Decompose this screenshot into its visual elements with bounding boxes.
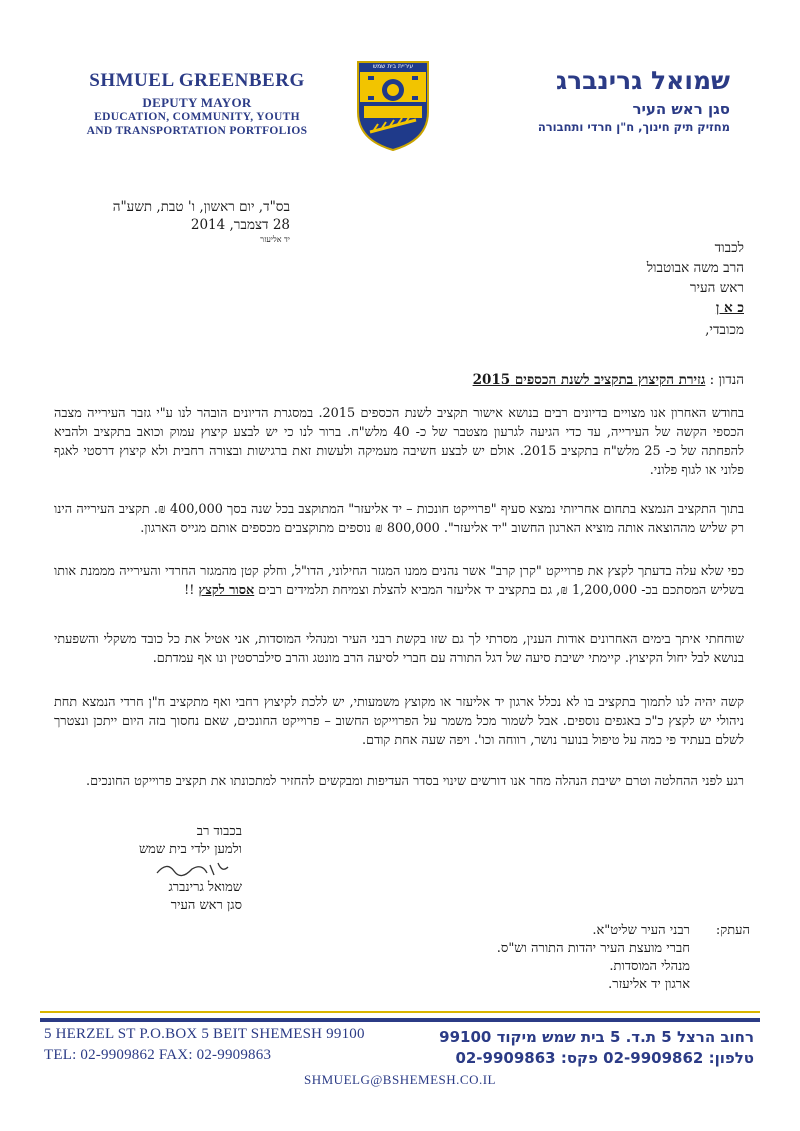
hebrew-portfolio: מחזיק תיק חינוך, ח"ן חרדי ותחבורה bbox=[537, 120, 730, 134]
date-block bbox=[30, 198, 290, 246]
addressee-block bbox=[444, 238, 744, 318]
english-name: SHMUEL GREENBERG bbox=[89, 70, 305, 91]
cc-item: רבני העיר שליט"א. bbox=[592, 923, 690, 938]
reference-initials: יד אליעזר bbox=[260, 235, 290, 244]
addressee-name: הרב משה אבוטבול bbox=[646, 260, 744, 276]
cc-list bbox=[390, 922, 690, 994]
closing-regards: בכבוד רב bbox=[196, 824, 242, 839]
cc-item: ארגון יד אליעזר. bbox=[608, 977, 690, 992]
greeting: מכובדי, bbox=[705, 322, 744, 338]
footer-email: SHMUELG@BSHEMESH.CO.IL bbox=[304, 1072, 496, 1087]
paragraph-5: קשה יהיה לנו לתמוך בתקציב בו לא נכלל ארגון יד אליעזר או מקוצץ משמעותי, יש ללכת לקיצוץ רחבי ואף מתקציב ח"ן חרדי הנמצא תחת ניהולי יש לקצץ כ"כ באגפים נוספים. אבל לשמור מכל משמר על הפרוייקט החשוב – פרוייקט החונכים, שאם נחסוך בזה היום ייתכן ונצטרך לשלם בעתיד פי כמה על טיפול בנוער נושר, רווחה וכו'. ויפה שעה אחת קודם. bbox=[54, 695, 744, 748]
cc-label: העתק: bbox=[715, 923, 750, 938]
closing-dedication: ולמען ילדי בית שמש bbox=[138, 842, 242, 857]
footer-hebrew-phone: טלפון: 02-9909862 פקס: 02-9909863 bbox=[455, 1049, 754, 1067]
footer-english-address: 5 HERZEL ST P.O.BOX 5 BEIT SHEMESH 99100 bbox=[44, 1026, 365, 1042]
addressee-title: ראש העיר bbox=[689, 280, 744, 296]
paragraph-6: רגע לפני ההחלטה וטרם ישיבת הנהלה מחר אנו דורשים שינוי בסדר העדיפות ומבקשים להחזיר למתכונתו את תקציב פרוייקט החונכים. bbox=[86, 774, 744, 789]
paragraph-1: בחודש האחרון אנו מצויים בדיונים רבים בנושא אישור תקציב לשנת הכספים 2015. במסגרת הדיונים הובהר לנו ע"י גזבר העירייה מצבה הכספי הקשה של העירייה, עד כדי הגיעה לגרעון מצטבר של כ- 40 מלש"ח. ברור לנו כי יש לבצע קיצוץ עמוק וכואב בתקציב ולהביא להפחתה של כ- 25 מלש"ח בתקציב 2015. אולם יש לבצע חשיבה מעמיקה ולעשות זאת ברגישות ובצורה רחבית ולא קיצוץ דרסטי לאגף פלוני או לגוף פלוני. bbox=[54, 406, 745, 478]
hebrew-date: בס"ד, יום ראשון, ו' טבת, תשע"ה bbox=[112, 199, 290, 215]
footer-hebrew-address: רחוב הרצל 5 ת.ד. 5 בית שמש מיקוד 99100 bbox=[439, 1028, 754, 1046]
signer-name: שמואל גרינברג bbox=[168, 880, 242, 895]
gregorian-date: 28 דצמבר, 2014 bbox=[190, 217, 290, 233]
paragraph-3 bbox=[54, 562, 744, 600]
crest-caption: עיריית בית שמש bbox=[372, 63, 414, 70]
handwritten-signature bbox=[152, 859, 232, 879]
signature-block bbox=[12, 823, 242, 915]
footer-rule bbox=[40, 1018, 760, 1022]
cc-item: חברי מועצת העיר יהדות התורה וש"ס. bbox=[496, 941, 690, 956]
hebrew-name: שמואל גרינברג bbox=[555, 66, 730, 95]
footer-accent-rule bbox=[40, 1011, 760, 1013]
subject-text: גזירת הקיצוץ בתקציב לשנת הכספים 2015 bbox=[472, 372, 706, 388]
paragraph-2: בתוך התקציב הנמצא בתחום אחריותי נמצא סעיף "פרוייקט חונכות – יד אליעזר" המתוקצב בכל שנה בסך 400,000 ₪. תקציב העירייה הינו רק שליש מההוצאה אותה מוציא הארגון החשוב "יד אליעזר". 800,000 ₪ נוספים מתוקצבים מכספים אותם מגייס הארגון. bbox=[54, 502, 745, 536]
addressee-salutation: לכבוד bbox=[714, 240, 744, 256]
english-title: DEPUTY MAYOR bbox=[142, 95, 252, 110]
paragraph-3-emphasis: אסור לקצץ bbox=[198, 583, 255, 598]
signer-title: סגן ראש העיר bbox=[170, 898, 242, 913]
cc-item: מנהלי המוסדות. bbox=[609, 959, 690, 974]
paragraph-3-end: !! bbox=[184, 583, 195, 598]
addressee-location: כ א ן bbox=[715, 300, 744, 316]
english-portfolio-line1: EDUCATION, COMMUNITY, YOUTH bbox=[94, 111, 300, 123]
paragraph-4: שוחחתי איתך בימים האחרונים אודות הענין, מסרתי לך גם שזו בקשת רבני העיר ומנהלי המוסדות, אני אטיל את כל כובד משקלי והשפעתי בנושא לבל יחול הקיצוץ. קיימתי ישיבת סיעה של דגל התורה עם חברי לסיעה הרב מונטג והרב סילברסטין ונו אף עמדתם. bbox=[54, 632, 744, 666]
english-portfolio-line2: AND TRANSPORTATION PORTFOLIOS bbox=[86, 125, 308, 137]
footer-english-phone: TEL: 02-9909862 FAX: 02-9909863 bbox=[44, 1047, 272, 1063]
subject-line bbox=[54, 372, 744, 388]
paragraph-3-start: כפי שלא עלה בדעתך לקצץ את פרוייקט "קרן קרב" אשר נהנים ממנו המגזר החילוני, הדו"ל, וחלק קטן מהמגזר החרדי והעירייה מממנת אותו בשליש המסתכם בכ- 1,200,000 ₪, גם בתקציב יד אליעזר המביא להצלת וצמיחת תלמידים רבים bbox=[54, 564, 744, 598]
hebrew-title: סגן ראש העיר bbox=[632, 100, 730, 118]
subject-label: הנדון : bbox=[709, 372, 744, 388]
